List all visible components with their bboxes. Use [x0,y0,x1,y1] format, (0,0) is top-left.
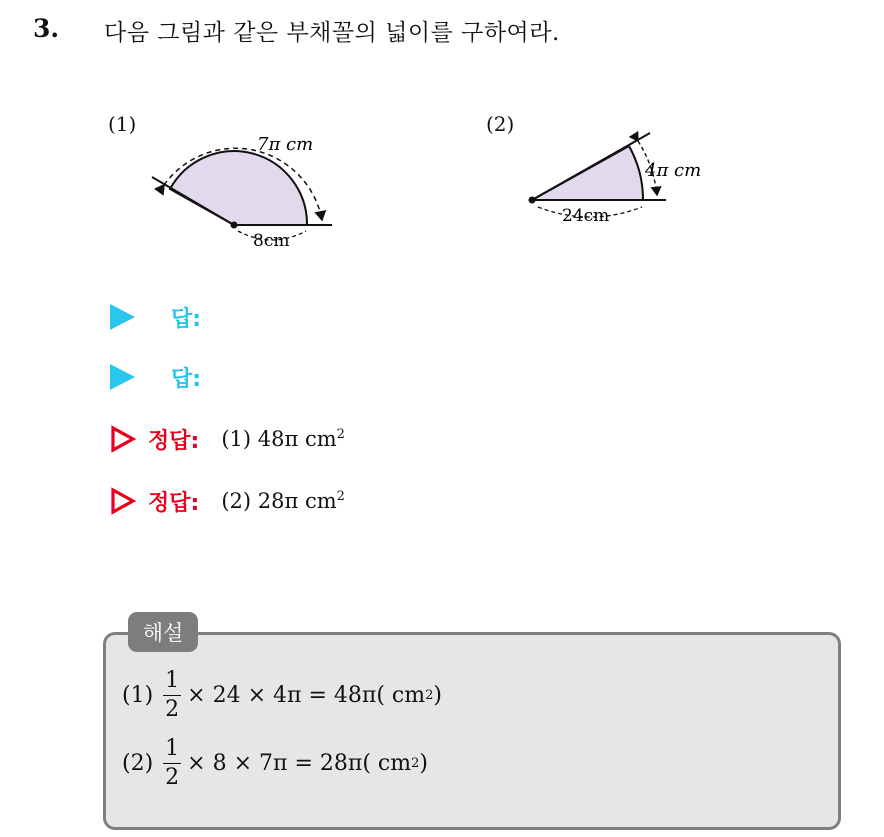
solution-expression: × 8 × 7π = 28π( cm [187,751,412,776]
outline-play-arrow-icon [110,425,136,453]
correct-answer-value-2 [221,489,345,513]
correct-answer-label: 정답: [148,428,200,454]
solution-prefix: (1) [122,683,154,708]
solution-exponent: 2 [411,756,420,771]
fraction-one-half [163,738,181,789]
sector-1-shape [170,151,307,225]
solution-expression: × 24 × 4π = 48π( cm [187,683,426,708]
answer-exponent: 2 [336,427,345,442]
play-arrow-icon [110,304,135,330]
solution-close-paren: ) [433,683,442,708]
sector-1-arc-label: 7π cm [257,134,314,155]
solution-line-1 [122,670,442,721]
sector-figure-1 [140,125,350,255]
answer-exponent: 2 [336,489,345,504]
answer-row-2 [110,360,201,394]
answer-value: 48π cm [257,427,337,451]
solution-close-paren: ) [419,751,428,776]
solution-line-2 [122,738,428,789]
solution-title: 해설 [128,612,198,652]
sector-1-radius-label: 8cm [253,231,290,251]
answer-row-1 [110,300,201,334]
sector-2-radius-label: 24cm [562,206,610,226]
correct-answer-row-1 [110,422,345,456]
sector-1-center-point [231,222,238,229]
fraction-one-half [163,670,181,721]
answer-value: 28π cm [257,489,337,513]
fraction-denominator: 2 [165,765,180,790]
figure-1-label: (1) [108,112,137,136]
solution-prefix: (2) [122,751,154,776]
sector-2-arc-label: 4π cm [645,160,702,181]
fraction-numerator: 1 [163,738,181,764]
solution-exponent: 2 [425,688,434,703]
play-arrow-icon [110,364,135,390]
figure-2-label: (2) [486,112,515,136]
correct-answer-value-1 [221,427,345,451]
sector-2-shape [532,146,643,200]
answer-prefix: (2) [221,489,252,513]
correct-answer-row-2 [110,484,345,518]
fraction-numerator: 1 [163,670,181,696]
sector-2-center-point [529,197,536,204]
fraction-denominator: 2 [165,697,180,722]
sector-figure-2 [520,125,710,235]
answer-label: 답: [171,366,202,392]
question-number: 3. [33,14,60,43]
correct-answer-label: 정답: [148,490,200,516]
question-text: 다음 그림과 같은 부채꼴의 넓이를 구하여라. [104,20,560,46]
answer-prefix: (1) [221,427,252,451]
outline-play-arrow-icon [110,487,136,515]
solution-box [103,632,841,830]
answer-label: 답: [171,306,202,332]
